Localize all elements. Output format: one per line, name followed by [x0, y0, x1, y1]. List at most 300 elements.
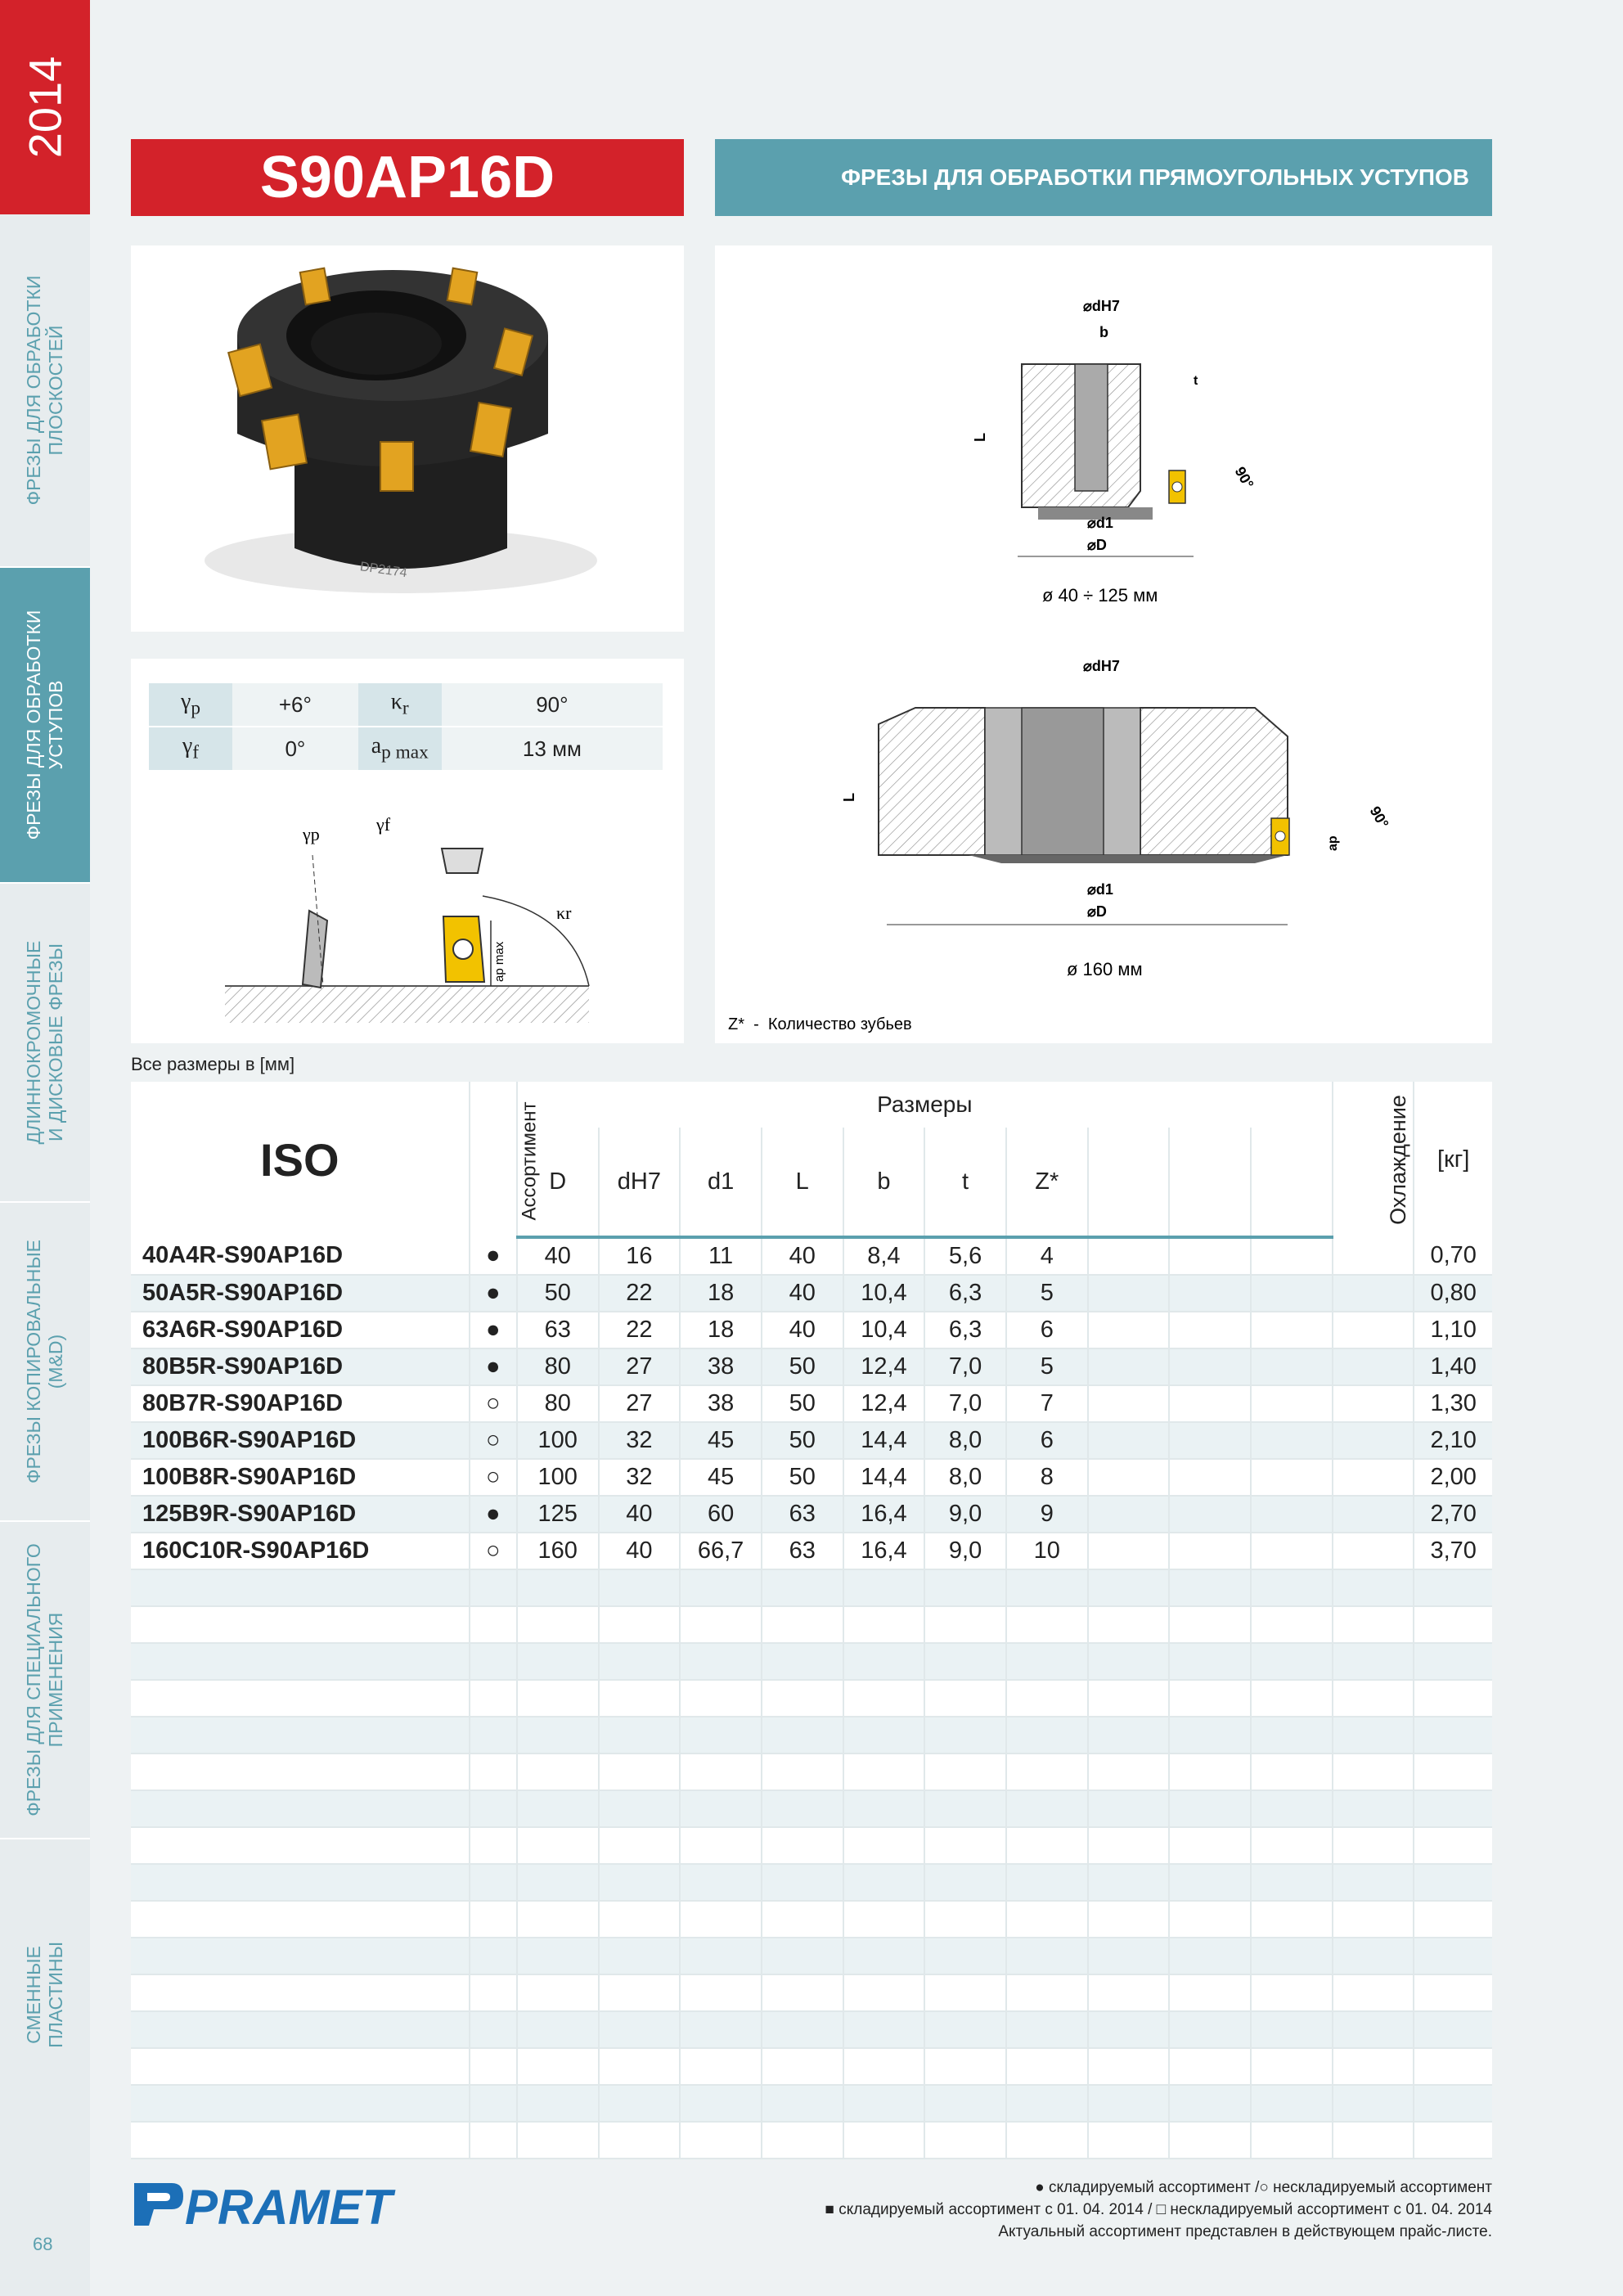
empty-cell	[843, 1938, 925, 1974]
year-tab[interactable]	[0, 0, 90, 214]
empty-cell	[762, 1569, 843, 1606]
empty-cell	[1169, 1569, 1251, 1606]
empty-cell	[1169, 1643, 1251, 1680]
empty-cell	[1333, 1754, 1414, 1790]
weight-cell: 3,70	[1414, 1533, 1492, 1569]
weight-cell: 1,10	[1414, 1312, 1492, 1348]
column-header	[680, 1128, 762, 1237]
drawing-top-b: b	[1099, 324, 1108, 340]
legend	[825, 2177, 1493, 2243]
empty-cell	[762, 1864, 843, 1901]
empty-cell	[470, 2048, 517, 2085]
empty-cell	[1333, 2085, 1414, 2122]
sidebar-section-face-milling[interactable]	[0, 214, 90, 568]
empty-cell	[924, 1569, 1006, 1606]
empty-cell	[762, 1827, 843, 1864]
empty-cell	[1169, 1974, 1251, 2011]
assortment-mark: ○	[470, 1459, 517, 1496]
cell-b: 14,4	[843, 1459, 925, 1496]
table-row	[131, 1348, 1492, 1385]
empty-cell	[1251, 1348, 1333, 1385]
empty-cell	[517, 1864, 599, 1901]
empty-cell	[924, 2085, 1006, 2122]
empty-cell	[924, 1938, 1006, 1974]
empty-cell	[1414, 1864, 1492, 1901]
empty-cell	[1169, 1237, 1251, 1275]
sidebar-section-copy-milling[interactable]	[0, 1203, 90, 1522]
empty-cell	[1088, 2085, 1170, 2122]
cell-t: 6,3	[924, 1312, 1006, 1348]
empty-cell	[470, 1717, 517, 1754]
cell-z: 6	[1006, 1422, 1088, 1459]
empty-cell	[1251, 1275, 1333, 1312]
empty-cell	[1169, 2048, 1251, 2085]
cell-d: 125	[517, 1496, 599, 1533]
empty-cell	[762, 2122, 843, 2159]
cell-t: 7,0	[924, 1348, 1006, 1385]
angle-value: 0°	[232, 727, 358, 771]
empty-cell	[1333, 1938, 1414, 1974]
empty-cell	[843, 1643, 925, 1680]
empty-cell	[470, 1790, 517, 1827]
drawing-top-caption: ø 40 ÷ 125 мм	[1042, 585, 1158, 606]
empty-cell	[131, 1864, 470, 1901]
insert-angle-diagram	[131, 659, 684, 1043]
column-header: L	[762, 1128, 843, 1237]
empty-cell	[1088, 1827, 1170, 1864]
empty-cell	[1088, 1643, 1170, 1680]
empty-cell	[1006, 2011, 1088, 2048]
empty-cell	[1414, 1569, 1492, 1606]
photo-marking: DP2174	[358, 560, 408, 581]
weight-cell: 0,80	[1414, 1275, 1492, 1312]
category-header: ФРЕЗЫ ДЛЯ ОБРАБОТКИ ПРЯМОУГОЛЬНЫХ УСТУПОВ	[715, 139, 1492, 216]
empty-cell	[1333, 1901, 1414, 1938]
empty-cell	[843, 1569, 925, 1606]
empty-cell	[1251, 1864, 1333, 1901]
empty-cell	[517, 2122, 599, 2159]
cell-dh7: 40	[599, 1496, 681, 1533]
sidebar-section-special[interactable]	[0, 1522, 90, 1839]
cell-z: 9	[1006, 1496, 1088, 1533]
empty-cell	[599, 2122, 681, 2159]
year-label: 2014	[19, 56, 71, 159]
empty-cell	[1414, 1790, 1492, 1827]
product-title: S90AP16D	[131, 139, 684, 216]
empty-cell	[1251, 2085, 1333, 2122]
empty-cell	[843, 2122, 925, 2159]
empty-cell	[680, 1717, 762, 1754]
empty-cell	[1333, 1864, 1414, 1901]
cell-d1: 66,7	[680, 1533, 762, 1569]
iso-code: 50A5R-S90AP16D	[131, 1275, 470, 1312]
empty-cell	[517, 1717, 599, 1754]
table-row	[131, 1533, 1492, 1569]
cell-dh7: 22	[599, 1275, 681, 1312]
empty-table-row	[131, 1827, 1492, 1864]
empty-table-row	[131, 2011, 1492, 2048]
empty-cell	[1333, 1606, 1414, 1643]
empty-cell	[1333, 2048, 1414, 2085]
iso-code: 160C10R-S90AP16D	[131, 1533, 470, 1569]
drawing-top-dh7: ⌀dH7	[1083, 298, 1120, 314]
weight-cell: 0,70	[1414, 1237, 1492, 1275]
units-note: Все размеры в [мм]	[131, 1054, 295, 1074]
empty-cell	[1169, 2122, 1251, 2159]
empty-cell	[517, 1974, 599, 2011]
iso-code: 63A6R-S90AP16D	[131, 1312, 470, 1348]
dimensions-table	[131, 1082, 1492, 2159]
empty-cell	[1414, 1754, 1492, 1790]
empty-cell	[843, 2085, 925, 2122]
empty-cell	[517, 2011, 599, 2048]
column-header: dH7	[599, 1128, 681, 1237]
weight-cell: 2,10	[1414, 1422, 1492, 1459]
cell-d1: 45	[680, 1422, 762, 1459]
empty-cell	[1169, 1275, 1251, 1312]
angle-subscript: r	[402, 697, 409, 719]
cell-d1: 18	[680, 1312, 762, 1348]
cell-d1: 45	[680, 1459, 762, 1496]
empty-cell	[1251, 2011, 1333, 2048]
drawing-top-angle: 90°	[1231, 464, 1257, 492]
angle-subscript: p	[191, 697, 201, 719]
empty-cell	[1251, 2122, 1333, 2159]
cell-d1: 38	[680, 1385, 762, 1422]
empty-cell	[1333, 1827, 1414, 1864]
cell-d: 50	[517, 1275, 599, 1312]
cell-l: 63	[762, 1533, 843, 1569]
empty-cell	[680, 1680, 762, 1717]
empty-cell	[131, 2048, 470, 2085]
sidebar-section-label: ФРЕЗЫ ДЛЯ ОБРАБОТКИ УСТУПОВ	[23, 610, 66, 840]
empty-cell	[1333, 1717, 1414, 1754]
empty-cell	[1169, 1533, 1251, 1569]
empty-cell	[762, 1938, 843, 1974]
empty-cell	[680, 1569, 762, 1606]
empty-cell	[924, 1864, 1006, 1901]
weight-cell: 1,40	[1414, 1348, 1492, 1385]
table-row	[131, 1385, 1492, 1422]
empty-cell	[924, 1643, 1006, 1680]
kappa-r-label: κr	[556, 903, 572, 923]
empty-cell	[599, 2011, 681, 2048]
cell-l: 50	[762, 1422, 843, 1459]
angle-symbol: a	[371, 733, 382, 759]
empty-cell	[517, 1606, 599, 1643]
empty-cell	[1006, 1606, 1088, 1643]
empty-cell	[1006, 1901, 1088, 1938]
empty-cell	[599, 1827, 681, 1864]
empty-cell	[1414, 1717, 1492, 1754]
empty-cell	[1251, 1717, 1333, 1754]
empty-cell	[1414, 1974, 1492, 2011]
cooling-cell	[1333, 1533, 1414, 1569]
table-row	[131, 1237, 1492, 1275]
empty-cell	[1251, 1680, 1333, 1717]
assortment-mark: ○	[470, 1422, 517, 1459]
column-header	[1088, 1128, 1170, 1237]
empty-cell	[924, 1974, 1006, 2011]
empty-cell	[762, 1680, 843, 1717]
cell-t: 6,3	[924, 1275, 1006, 1312]
legend-line: ■ складируемый ассортимент с 01. 04. 2014 / □ нескладируемый ассортимент с 01. 04. 2014	[825, 2201, 1492, 2218]
empty-cell	[924, 1606, 1006, 1643]
empty-cell	[680, 1606, 762, 1643]
empty-cell	[1088, 1533, 1170, 1569]
cooling-cell	[1333, 1275, 1414, 1312]
column-header: t	[924, 1128, 1006, 1237]
empty-cell	[843, 1790, 925, 1827]
empty-cell	[1088, 1459, 1170, 1496]
empty-cell	[1088, 1275, 1170, 1312]
empty-cell	[1251, 1385, 1333, 1422]
cell-d: 80	[517, 1348, 599, 1385]
cell-z: 7	[1006, 1385, 1088, 1422]
empty-cell	[1169, 1790, 1251, 1827]
cell-z: 5	[1006, 1348, 1088, 1385]
gamma-f-label: γf	[376, 814, 391, 835]
empty-cell	[1006, 2085, 1088, 2122]
empty-cell	[1414, 1827, 1492, 1864]
empty-cell	[1006, 1790, 1088, 1827]
empty-cell	[924, 1790, 1006, 1827]
empty-cell	[599, 2085, 681, 2122]
iso-code: 80B7R-S90AP16D	[131, 1385, 470, 1422]
sidebar-section-label: ФРЕЗЫ ДЛЯ СПЕЦИАЛЬНОГО ПРИМЕНЕНИЯ	[23, 1543, 66, 1817]
cell-t: 9,0	[924, 1533, 1006, 1569]
empty-cell	[1006, 1569, 1088, 1606]
cell-t: 8,0	[924, 1422, 1006, 1459]
cell-d: 160	[517, 1533, 599, 1569]
empty-cell	[1006, 1717, 1088, 1754]
empty-cell	[1088, 1496, 1170, 1533]
empty-cell	[843, 1974, 925, 2011]
empty-cell	[517, 2085, 599, 2122]
iso-code: 125B9R-S90AP16D	[131, 1496, 470, 1533]
cell-d: 100	[517, 1459, 599, 1496]
empty-cell	[131, 1827, 470, 1864]
empty-cell	[1006, 1680, 1088, 1717]
angle-value: 13 мм	[442, 727, 663, 771]
empty-cell	[1414, 1938, 1492, 1974]
iso-label: ISO	[260, 1133, 339, 1186]
empty-cell	[680, 1901, 762, 1938]
column-header: Z*	[1006, 1128, 1088, 1237]
cell-dh7: 27	[599, 1385, 681, 1422]
empty-cell	[517, 1901, 599, 1938]
cooling-cell	[1333, 1496, 1414, 1533]
empty-cell	[924, 2011, 1006, 2048]
empty-cell	[1088, 1974, 1170, 2011]
empty-cell	[680, 2122, 762, 2159]
empty-cell	[1088, 1237, 1170, 1275]
empty-cell	[1333, 2011, 1414, 2048]
iso-code: 40A4R-S90AP16D	[131, 1237, 470, 1275]
empty-cell	[1088, 1422, 1170, 1459]
empty-cell	[599, 1754, 681, 1790]
empty-cell	[1251, 1938, 1333, 1974]
empty-cell	[924, 2048, 1006, 2085]
sidebar-section-inserts[interactable]	[0, 1839, 90, 2150]
empty-cell	[1088, 1717, 1170, 1754]
empty-cell	[517, 1643, 599, 1680]
empty-cell	[680, 2085, 762, 2122]
empty-cell	[1169, 1754, 1251, 1790]
sidebar-section-long-edge[interactable]	[0, 884, 90, 1203]
empty-cell	[470, 2122, 517, 2159]
empty-cell	[843, 1827, 925, 1864]
cell-d: 100	[517, 1422, 599, 1459]
weight-header: [кг]	[1437, 1146, 1470, 1173]
cell-z: 6	[1006, 1312, 1088, 1348]
empty-cell	[680, 1938, 762, 1974]
empty-table-row	[131, 1901, 1492, 1938]
angle-subscript: p max	[381, 741, 429, 763]
cell-l: 40	[762, 1312, 843, 1348]
empty-cell	[470, 1569, 517, 1606]
empty-cell	[599, 1643, 681, 1680]
empty-cell	[1414, 2085, 1492, 2122]
empty-cell	[599, 1974, 681, 2011]
empty-cell	[680, 1974, 762, 2011]
empty-cell	[131, 1569, 470, 1606]
empty-table-row	[131, 1680, 1492, 1717]
legend-line: ● складируемый ассортимент /○ нескладируемый ассортимент	[1035, 2179, 1492, 2196]
empty-cell	[1251, 1237, 1333, 1275]
empty-table-row	[131, 1643, 1492, 1680]
weight-cell: 2,70	[1414, 1496, 1492, 1533]
cross-section-drawings	[715, 245, 1492, 1043]
empty-cell	[1333, 1569, 1414, 1606]
empty-cell	[680, 1643, 762, 1680]
logo-mark-icon	[131, 2177, 409, 2234]
empty-cell	[1088, 1754, 1170, 1790]
cell-b: 16,4	[843, 1496, 925, 1533]
cell-d1: 11	[680, 1237, 762, 1275]
empty-table-row	[131, 2085, 1492, 2122]
cell-z: 8	[1006, 1459, 1088, 1496]
empty-cell	[1333, 2122, 1414, 2159]
empty-cell	[1088, 1680, 1170, 1717]
empty-cell	[1169, 1348, 1251, 1385]
empty-cell	[1088, 1901, 1170, 1938]
empty-cell	[1088, 1790, 1170, 1827]
empty-cell	[762, 1754, 843, 1790]
empty-cell	[517, 1569, 599, 1606]
sidebar-section-shoulder-milling[interactable]	[0, 568, 90, 884]
empty-cell	[762, 1974, 843, 2011]
empty-cell	[470, 2085, 517, 2122]
cell-dh7: 22	[599, 1312, 681, 1348]
empty-table-row	[131, 1790, 1492, 1827]
empty-cell	[131, 1754, 470, 1790]
cooling-cell	[1333, 1459, 1414, 1496]
empty-cell	[131, 1606, 470, 1643]
empty-cell	[517, 1754, 599, 1790]
empty-cell	[1088, 1385, 1170, 1422]
empty-cell	[1251, 1312, 1333, 1348]
empty-cell	[1088, 2122, 1170, 2159]
cell-t: 7,0	[924, 1385, 1006, 1422]
empty-cell	[680, 2048, 762, 2085]
angle-symbol: γ	[180, 689, 191, 715]
empty-cell	[1088, 1348, 1170, 1385]
empty-cell	[131, 2085, 470, 2122]
cell-l: 63	[762, 1496, 843, 1533]
empty-cell	[762, 2011, 843, 2048]
empty-cell	[470, 1901, 517, 1938]
empty-table-row	[131, 1864, 1492, 1901]
cell-dh7: 32	[599, 1459, 681, 1496]
assortment-mark: ●	[470, 1275, 517, 1312]
empty-cell	[680, 1790, 762, 1827]
empty-cell	[599, 1680, 681, 1717]
drawing-top-t: t	[1194, 374, 1198, 388]
cell-d1: 18	[680, 1275, 762, 1312]
empty-cell	[924, 1680, 1006, 1717]
z-note: Z* - Количество зубьев	[728, 1015, 912, 1033]
empty-cell	[599, 1569, 681, 1606]
empty-cell	[1006, 1827, 1088, 1864]
logo-text: PRAMET	[185, 2180, 393, 2234]
column-header	[1251, 1128, 1333, 1237]
empty-cell	[843, 1606, 925, 1643]
empty-cell	[843, 1864, 925, 1901]
cell-t: 8,0	[924, 1459, 1006, 1496]
assortment-mark: ○	[470, 1385, 517, 1422]
gamma-p-label: γp	[303, 824, 320, 844]
empty-cell	[599, 1901, 681, 1938]
cell-z: 4	[1006, 1237, 1088, 1275]
empty-cell	[1169, 1864, 1251, 1901]
empty-cell	[843, 1901, 925, 1938]
empty-cell	[1006, 1643, 1088, 1680]
cell-dh7: 32	[599, 1422, 681, 1459]
empty-cell	[843, 2011, 925, 2048]
cell-b: 10,4	[843, 1312, 925, 1348]
sidebar-section-label: ФРЕЗЫ КОПИРОВАЛЬНЫЕ (M&D)	[23, 1239, 66, 1484]
empty-cell	[1169, 1827, 1251, 1864]
empty-cell	[1414, 1606, 1492, 1643]
table-row	[131, 1275, 1492, 1312]
empty-cell	[470, 1754, 517, 1790]
column-header: D	[517, 1128, 599, 1237]
drawing-bottom-D: ⌀D	[1087, 903, 1107, 920]
empty-table-row	[131, 1938, 1492, 1974]
empty-cell	[1251, 1643, 1333, 1680]
angle-subscript: f	[192, 741, 200, 763]
empty-cell	[470, 2011, 517, 2048]
empty-cell	[131, 1790, 470, 1827]
empty-cell	[517, 1680, 599, 1717]
empty-cell	[1169, 1717, 1251, 1754]
milling-cutter-image	[131, 245, 684, 632]
page-number: 68	[33, 2234, 53, 2254]
empty-cell	[1333, 1643, 1414, 1680]
empty-cell	[599, 1938, 681, 1974]
empty-cell	[843, 1680, 925, 1717]
empty-cell	[1169, 1606, 1251, 1643]
empty-cell	[1088, 1569, 1170, 1606]
empty-cell	[1251, 1422, 1333, 1459]
empty-cell	[517, 2048, 599, 2085]
empty-cell	[1251, 1754, 1333, 1790]
empty-cell	[1251, 2048, 1333, 2085]
drawing-bottom-d1: ⌀d1	[1087, 881, 1113, 898]
empty-cell	[517, 1790, 599, 1827]
cell-l: 50	[762, 1459, 843, 1496]
